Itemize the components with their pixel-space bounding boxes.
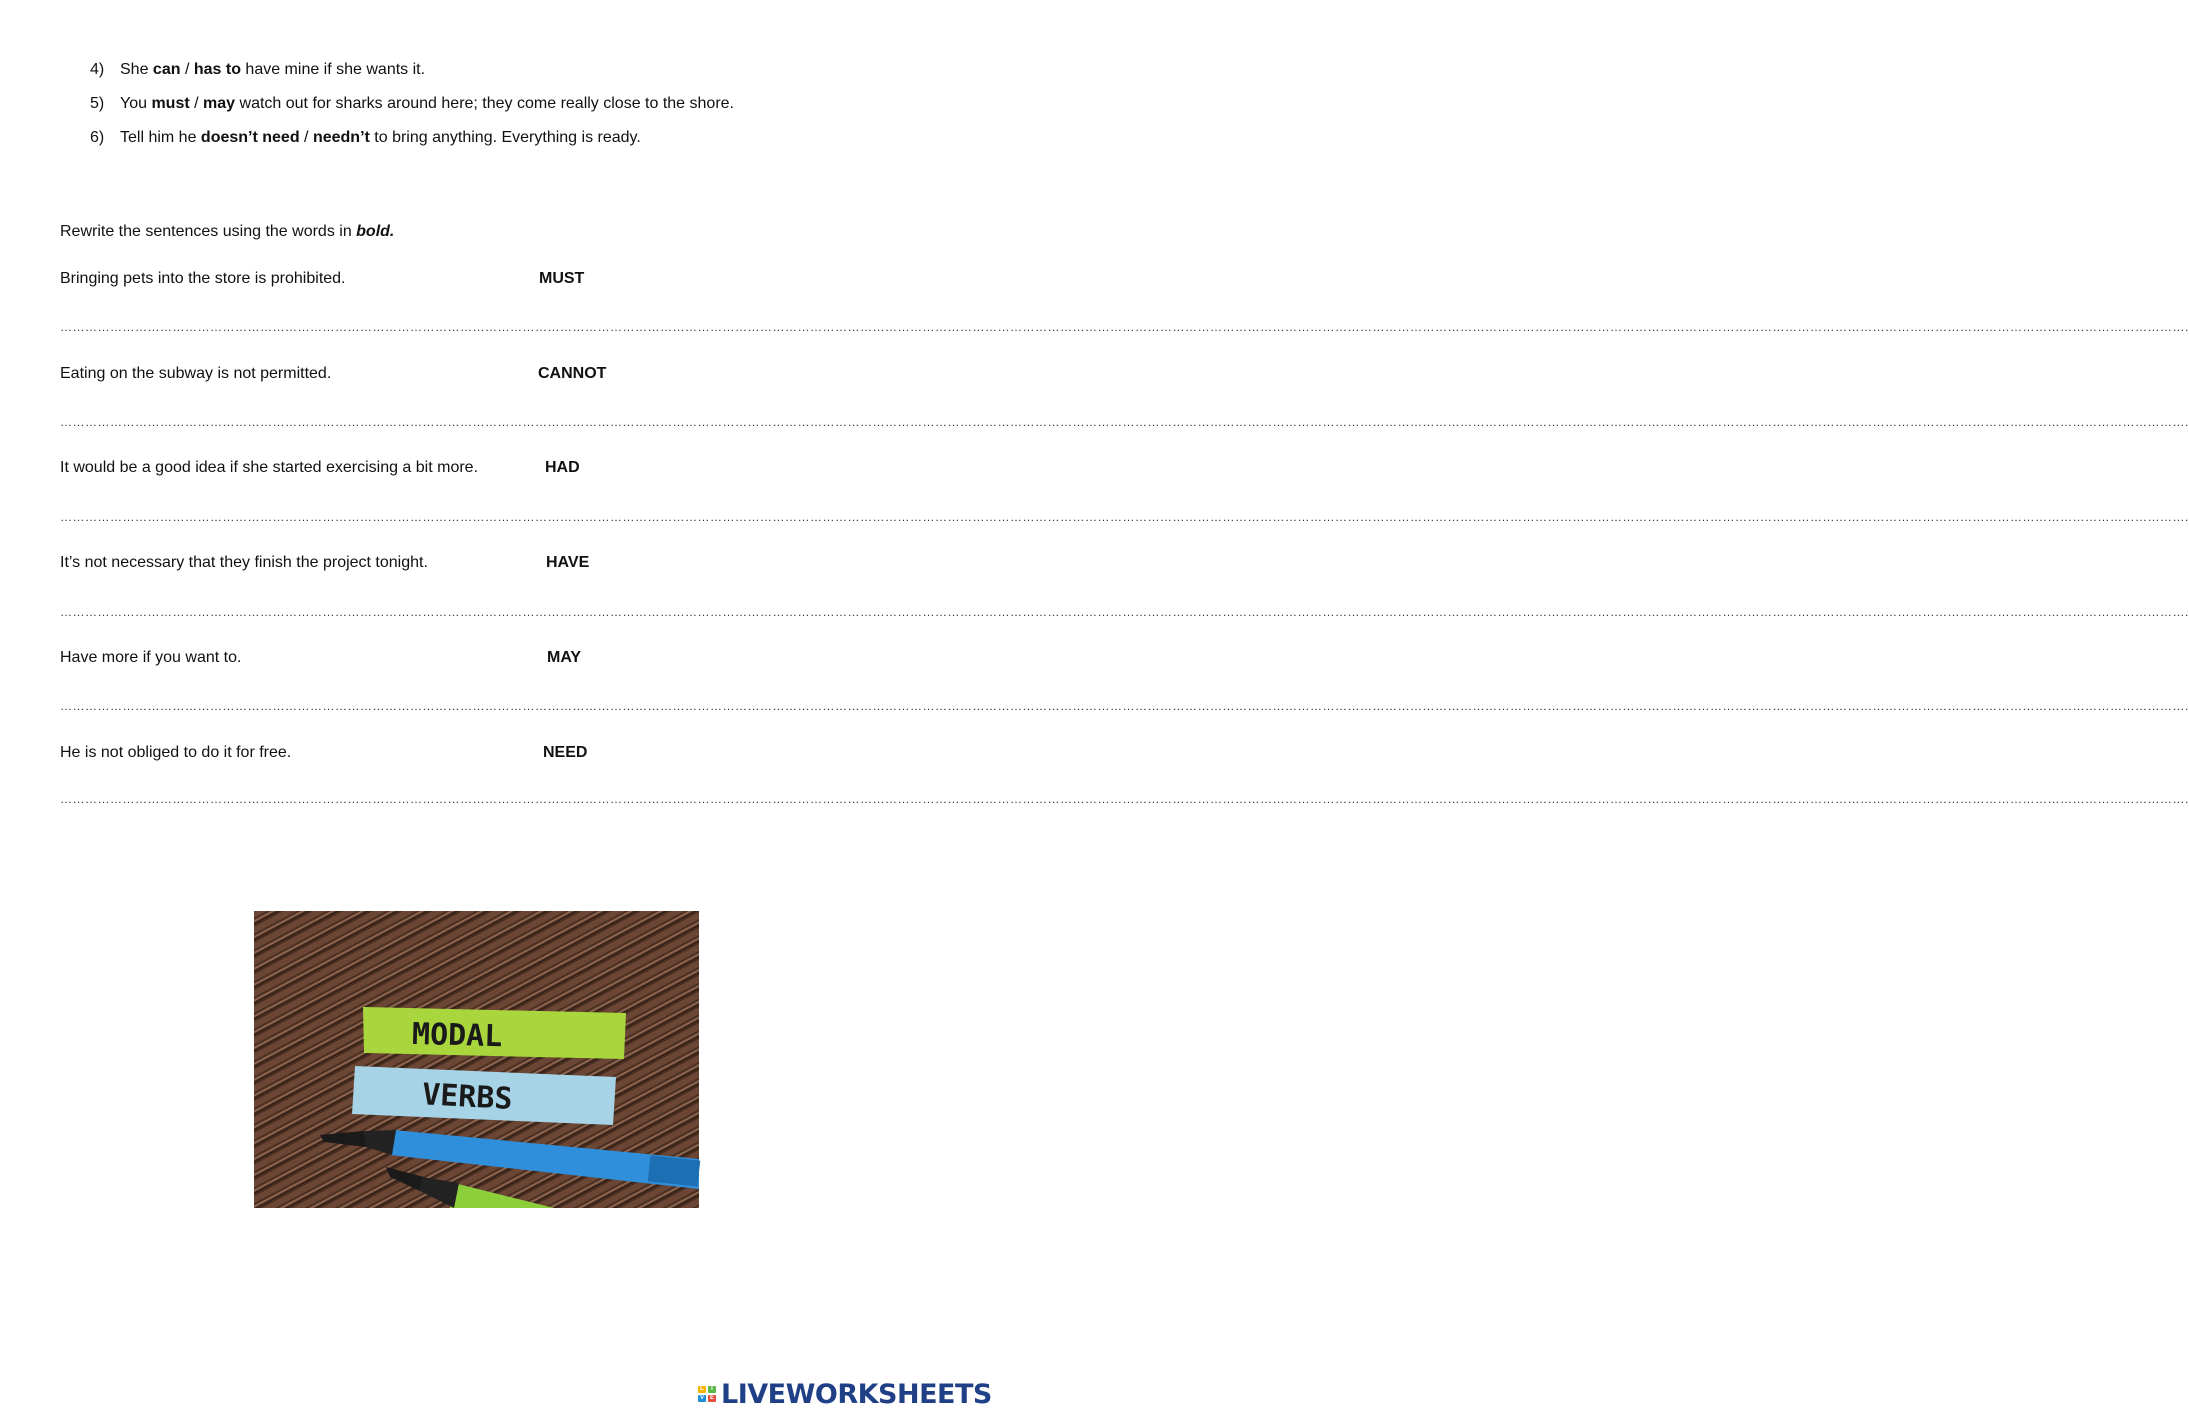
instruction-text: Rewrite the sentences using the words in (60, 223, 357, 240)
item-text: to bring anything. Everything is ready. (369, 129, 641, 146)
answer-line[interactable]: ……………………………………………………………………………………………………………………………………………………………………………………………………………………………………………………………………………………………………………………………………………………………………………………………………………………………………………………………………. (60, 510, 2189, 524)
separator: / (180, 61, 194, 78)
exercise-item (90, 129, 641, 147)
answer-line[interactable]: ……………………………………………………………………………………………………………………………………………………………………………………………………………………………………………………………………………………………………………………………………………………………………………………………………………………………………………………………………. (60, 605, 2189, 619)
item-text: Tell him he (120, 129, 201, 146)
item-number: 6) (90, 129, 105, 146)
rewrite-keyword: HAVE (546, 554, 590, 571)
rewrite-sentence: Eating on the subway is not permitted. (60, 365, 332, 382)
option-2[interactable]: needn’t (312, 129, 370, 146)
rewrite-sentence: It’s not necessary that they finish the project tonight. (60, 554, 428, 571)
option-2[interactable]: may (203, 95, 236, 112)
option-1[interactable]: can (152, 61, 181, 78)
logo-blocks-icon (697, 1385, 717, 1403)
logo-block: E (709, 1395, 714, 1401)
note-text-verbs: VERBS (421, 1077, 514, 1117)
rewrite-sentence: He is not obliged to do it for free. (60, 744, 292, 761)
rewrite-sentence: Bringing pets into the store is prohibited. (60, 270, 346, 287)
rewrite-keyword: CANNOT (538, 365, 607, 382)
item-number: 5) (90, 95, 105, 112)
sticky-note-green (363, 1007, 626, 1059)
exercise-item (90, 61, 425, 79)
modal-verbs-photo (254, 911, 699, 1208)
logo-block: I (708, 1386, 716, 1393)
answer-line[interactable]: ……………………………………………………………………………………………………………………………………………………………………………………………………………………………………………………………………………………………………………………………………………………………………………………………………………………………………………………………………. (60, 415, 2189, 429)
option-1[interactable]: must (151, 95, 190, 112)
rewrite-keyword: MUST (539, 270, 585, 287)
answer-line[interactable]: ……………………………………………………………………………………………………………………………………………………………………………………………………………………………………………………………………………………………………………………………………………………………………………………………………………………………………………………………………. (60, 792, 2189, 806)
exercise-item (90, 95, 734, 113)
rewrite-keyword: MAY (547, 649, 582, 666)
separator: / (299, 129, 313, 146)
option-2[interactable]: has to (193, 61, 241, 78)
instruction-bold: bold. (356, 223, 395, 240)
photo-illustration (254, 911, 699, 1208)
logo-block: V (699, 1395, 704, 1401)
option-1[interactable]: doesn’t need (200, 129, 300, 146)
logo-block: L (698, 1386, 706, 1393)
answer-line[interactable]: ……………………………………………………………………………………………………………………………………………………………………………………………………………………………………………………………………………………………………………………………………………………………………………………………………………………………………………………………………. (60, 699, 2189, 713)
rewrite-sentence: It would be a good idea if she started exercising a bit more. (60, 459, 479, 476)
item-text: She (120, 61, 153, 78)
separator: / (189, 95, 204, 112)
rewrite-keyword: HAD (545, 459, 580, 476)
liveworksheets-logo[interactable] (697, 1376, 992, 1412)
answer-line[interactable]: ……………………………………………………………………………………………………………………………………………………………………………………………………………………………………………………………………………………………………………………………………………………………………………………………………………………………………………………………………. (60, 320, 2189, 334)
note-text-modal: MODAL (411, 1016, 503, 1055)
rewrite-sentence: Have more if you want to. (60, 649, 242, 666)
item-text: have mine if she wants it. (240, 61, 426, 78)
rewrite-keyword: NEED (543, 744, 588, 761)
rewrite-instruction (60, 223, 394, 241)
item-text: You (120, 95, 152, 112)
logo-text: LIVEWORKSHEETS (721, 1378, 992, 1410)
item-number: 4) (90, 61, 105, 78)
item-text: watch out for sharks around here; they come really close to the shore. (235, 95, 734, 112)
